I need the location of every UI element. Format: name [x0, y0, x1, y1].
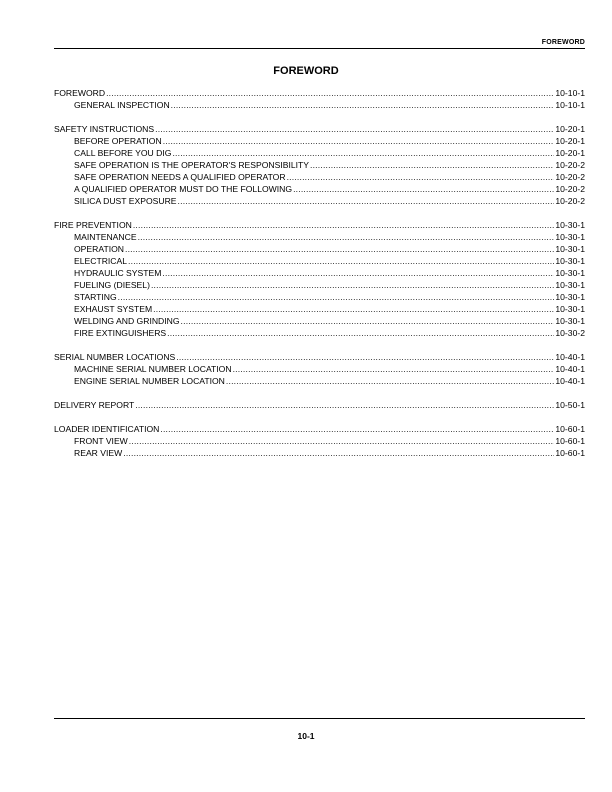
- dot-leader: [151, 279, 554, 291]
- toc-subentry[interactable]: [54, 327, 585, 339]
- toc-section: [54, 399, 585, 411]
- toc-entry[interactable]: [54, 399, 585, 411]
- dot-leader: [163, 135, 555, 147]
- dot-leader: [172, 147, 554, 159]
- dot-leader: [178, 195, 555, 207]
- toc-entry-page: 10-60-1: [555, 448, 585, 458]
- toc-entry-page: 10-40-1: [555, 352, 585, 362]
- toc-subentry[interactable]: [54, 231, 585, 243]
- page-title: FOREWORD: [273, 65, 339, 77]
- dot-leader: [310, 159, 554, 171]
- toc-subentry[interactable]: [54, 99, 585, 111]
- toc-section: [54, 87, 585, 111]
- toc-entry-page: 10-50-1: [555, 400, 585, 410]
- toc-subentry[interactable]: [54, 303, 585, 315]
- toc-entry[interactable]: [54, 423, 585, 435]
- dot-leader: [118, 291, 555, 303]
- header-divider: [54, 48, 585, 49]
- toc-subentry[interactable]: [54, 375, 585, 387]
- toc-entry[interactable]: [54, 219, 585, 231]
- toc-entry-label: FOREWORD: [54, 88, 106, 98]
- toc-entry-label: BEFORE OPERATION: [74, 136, 162, 146]
- toc-entry-page: 10-30-1: [555, 232, 585, 242]
- running-head: FOREWORD: [541, 39, 585, 46]
- dot-leader: [181, 315, 555, 327]
- dot-leader: [155, 123, 554, 135]
- toc-entry-page: 10-10-1: [555, 100, 585, 110]
- dot-leader: [233, 363, 555, 375]
- toc-section: [54, 423, 585, 459]
- toc-entry-label: FUELING (DIESEL): [74, 280, 150, 290]
- toc-entry-page: 10-30-2: [555, 328, 585, 338]
- toc-entry-label: SILICA DUST EXPOSURE: [74, 196, 177, 206]
- dot-leader: [125, 243, 554, 255]
- toc-entry-label: LOADER IDENTIFICATION: [54, 424, 160, 434]
- toc-entry-page: 10-20-1: [555, 148, 585, 158]
- toc-entry[interactable]: [54, 123, 585, 135]
- toc-entry-page: 10-60-1: [555, 436, 585, 446]
- toc-entry-label: GENERAL INSPECTION: [74, 100, 170, 110]
- toc-subentry[interactable]: [54, 159, 585, 171]
- toc-entry-page: 10-30-1: [555, 280, 585, 290]
- toc-section: [54, 219, 585, 339]
- toc-entry-label: ELECTRICAL: [74, 256, 128, 266]
- toc-entry-label: FIRE PREVENTION: [54, 220, 132, 230]
- dot-leader: [135, 399, 554, 411]
- toc-entry-label: ENGINE SERIAL NUMBER LOCATION: [74, 376, 225, 386]
- toc-entry-page: 10-60-1: [555, 424, 585, 434]
- toc-entry[interactable]: [54, 87, 585, 99]
- toc-section: [54, 351, 585, 387]
- toc-entry-label: WELDING AND GRINDING: [74, 316, 180, 326]
- toc-subentry[interactable]: [54, 171, 585, 183]
- toc-entry-label: HYDRAULIC SYSTEM: [74, 268, 162, 278]
- toc-entry-page: 10-20-1: [555, 136, 585, 146]
- toc-entry-page: 10-40-1: [555, 364, 585, 374]
- toc-entry-label: MACHINE SERIAL NUMBER LOCATION: [74, 364, 232, 374]
- toc-entry-label: FIRE EXTINGUISHERS: [74, 328, 167, 338]
- toc-entry-page: 10-30-1: [555, 268, 585, 278]
- toc-entry-page: 10-20-2: [555, 160, 585, 170]
- dot-leader: [171, 99, 555, 111]
- toc-entry-page: 10-20-2: [555, 184, 585, 194]
- toc-subentry[interactable]: [54, 291, 585, 303]
- toc-subentry[interactable]: [54, 267, 585, 279]
- toc-subentry[interactable]: [54, 255, 585, 267]
- toc-entry-page: 10-30-1: [555, 244, 585, 254]
- toc-subentry[interactable]: [54, 195, 585, 207]
- dot-leader: [176, 351, 554, 363]
- toc-subentry[interactable]: [54, 315, 585, 327]
- dot-leader: [226, 375, 554, 387]
- toc-entry-page: 10-30-1: [555, 304, 585, 314]
- toc-entry-label: SAFE OPERATION NEEDS A QUALIFIED OPERATOR: [74, 172, 286, 182]
- toc-section: [54, 123, 585, 207]
- toc-entry-label: OPERATION: [74, 244, 124, 254]
- toc-entry-label: A QUALIFIED OPERATOR MUST DO THE FOLLOWING: [74, 184, 293, 194]
- toc-entry-page: 10-30-1: [555, 220, 585, 230]
- footer-divider: [54, 718, 585, 719]
- toc-entry-page: 10-20-2: [555, 196, 585, 206]
- toc-entry-label: REAR VIEW: [74, 448, 123, 458]
- toc-entry-label: CALL BEFORE YOU DIG: [74, 148, 172, 158]
- toc-entry-page: 10-30-1: [555, 292, 585, 302]
- toc-entry-label: EXHAUST SYSTEM: [74, 304, 153, 314]
- dot-leader: [160, 423, 554, 435]
- dot-leader: [123, 447, 554, 459]
- toc-entry-page: 10-30-1: [555, 316, 585, 326]
- toc-entry[interactable]: [54, 351, 585, 363]
- toc-subentry[interactable]: [54, 183, 585, 195]
- dot-leader: [106, 87, 554, 99]
- dot-leader: [128, 255, 554, 267]
- toc-entry-label: MAINTENANCE: [74, 232, 137, 242]
- dot-leader: [153, 303, 554, 315]
- table-of-contents: [54, 87, 585, 471]
- toc-entry-label: SERIAL NUMBER LOCATIONS: [54, 352, 176, 362]
- toc-entry-page: 10-10-1: [555, 88, 585, 98]
- toc-subentry[interactable]: [54, 363, 585, 375]
- dot-leader: [138, 231, 555, 243]
- dot-leader: [129, 435, 555, 447]
- toc-subentry[interactable]: [54, 435, 585, 447]
- toc-subentry[interactable]: [54, 279, 585, 291]
- toc-entry-label: DELIVERY REPORT: [54, 400, 135, 410]
- toc-entry-page: 10-20-2: [555, 172, 585, 182]
- toc-entry-page: 10-30-1: [555, 256, 585, 266]
- toc-entry-label: STARTING: [74, 292, 117, 302]
- toc-subentry[interactable]: [54, 147, 585, 159]
- dot-leader: [293, 183, 554, 195]
- toc-subentry[interactable]: [54, 243, 585, 255]
- toc-entry-label: FRONT VIEW: [74, 436, 128, 446]
- page-number: 10-1: [297, 731, 315, 741]
- toc-entry-page: 10-20-1: [555, 124, 585, 134]
- toc-subentry[interactable]: [54, 447, 585, 459]
- toc-entry-label: SAFETY INSTRUCTIONS: [54, 124, 155, 134]
- dot-leader: [287, 171, 555, 183]
- toc-entry-page: 10-40-1: [555, 376, 585, 386]
- toc-entry-label: SAFE OPERATION IS THE OPERATOR'S RESPONSIBILITY: [74, 160, 309, 170]
- dot-leader: [133, 219, 555, 231]
- dot-leader: [167, 327, 554, 339]
- toc-subentry[interactable]: [54, 135, 585, 147]
- dot-leader: [162, 267, 554, 279]
